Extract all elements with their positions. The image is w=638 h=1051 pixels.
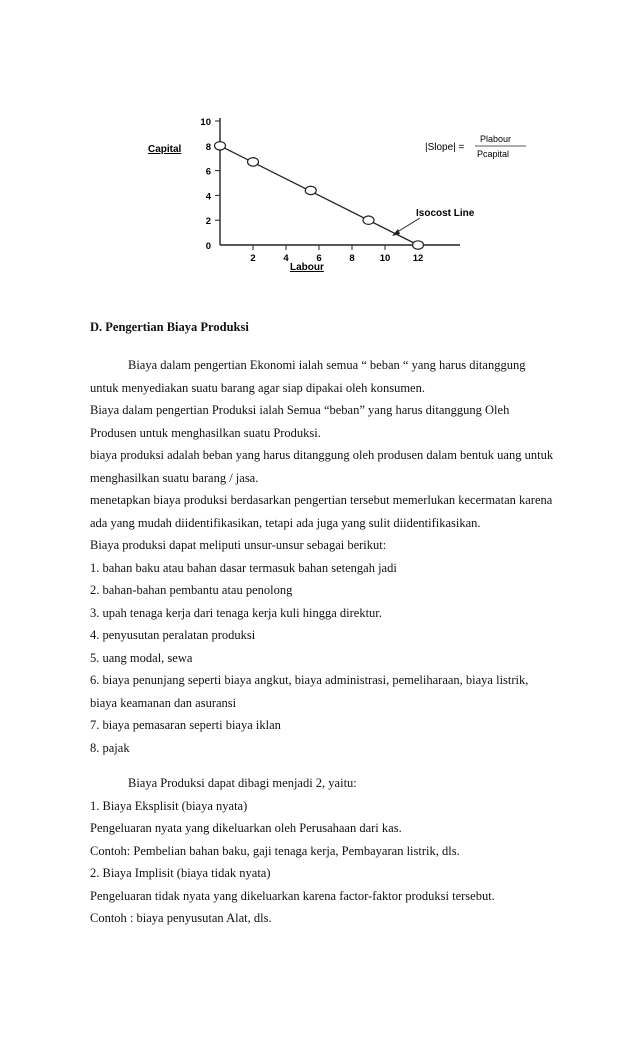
list-item: 5. uang modal, sewa	[90, 650, 193, 665]
list-item: 7. biaya pemasaran seperti biaya iklan	[90, 718, 281, 732]
isocost-point	[215, 142, 226, 150]
y-tick-label: 4	[205, 191, 211, 203]
list-item: 4. penyusutan peralatan produksi	[90, 628, 256, 642]
paragraph-line: Biaya dalam pengertian Ekonomi ialah semua “ beban “ yang harus ditanggung	[128, 358, 526, 372]
x-axis-title: Labour	[290, 262, 324, 273]
paragraph-line: Biaya Produksi dapat dibagi menjadi 2, yaitu:	[128, 776, 357, 790]
paragraph-line: Contoh: Pembelian bahan baku, gaji tenaga kerja, Pembayaran listrik, dls.	[90, 843, 460, 858]
paragraph-line: Pengeluaran tidak nyata yang dikeluarkan karena factor-faktor produksi tersebut.	[90, 888, 495, 903]
x-tick-label: 4	[283, 253, 289, 264]
isocost-point	[248, 158, 259, 166]
x-tick-label: 2	[250, 253, 256, 264]
isocost-point	[363, 216, 374, 224]
list-item: biaya keamanan dan asuransi	[90, 695, 237, 710]
list-item: 3. upah tenaga kerja dari tenaga kerja kuli hingga direktur.	[90, 605, 382, 620]
slope-formula-numerator: Plabour	[480, 134, 512, 144]
paragraph-line: Biaya dalam pengertian Produksi ialah Semua “beban” yang harus ditanggung Oleh	[90, 403, 510, 417]
paragraph-line: Produsen untuk menghasilkan suatu Produksi.	[90, 425, 321, 440]
isocost-label	[392, 208, 475, 236]
paragraph-line: Pengeluaran nyata yang dikeluarkan oleh Perusahaan dari kas.	[90, 821, 402, 835]
isocost-chart	[130, 100, 530, 280]
x-tick-label: 12	[412, 253, 424, 264]
x-tick-label: 6	[316, 253, 322, 264]
list-item: 2. Biaya Implisit (biaya tidak nyata)	[90, 866, 271, 880]
section-heading: D. Pengertian Biaya Produksi	[90, 320, 249, 334]
list-item: 8. pajak	[90, 740, 130, 755]
paragraph-line: Contoh : biaya penyusutan Alat, dls.	[90, 911, 272, 925]
list-item: 2. bahan-bahan pembantu atau penolong	[90, 583, 293, 597]
list-item: 6. biaya penunjang seperti biaya angkut, biaya administrasi, pemeliharaan, biaya listrik,	[90, 673, 529, 687]
isocost-line-label: Isocost Line	[416, 208, 475, 219]
list-item: 1. bahan baku atau bahan dasar termasuk bahan setengah jadi	[90, 560, 397, 575]
y-tick-label: 2	[205, 216, 211, 228]
slope-formula-denominator: Pcapital	[477, 149, 510, 159]
paragraph-line: menetapkan biaya produksi berdasarkan pengertian tersebut memerlukan kecermatan karena	[90, 493, 553, 507]
y-tick-label: 8	[205, 141, 211, 153]
paragraph-line: ada yang mudah diidentifikasikan, tetapi ada juga yang sulit diidentifikasikan.	[90, 515, 481, 530]
paragraph-line: untuk menyediakan suatu barang agar siap dipakai oleh konsumen.	[90, 380, 425, 395]
isocost-point	[413, 241, 424, 249]
x-tick-label: 10	[379, 253, 391, 264]
x-tick-label: 8	[349, 253, 355, 264]
paragraph-line: menghasilkan suatu barang / jasa.	[90, 470, 259, 485]
y-axis-title: Capital	[148, 144, 182, 155]
isocost-point	[305, 186, 316, 194]
slope-formula	[425, 134, 526, 159]
paragraph-line: Biaya produksi dapat meliputi unsur-unsur sebagai berikut:	[90, 538, 387, 552]
y-tick-label: 10	[200, 117, 211, 128]
y-tick-label: 0	[205, 241, 211, 252]
plot-area	[200, 117, 460, 264]
paragraph-line: biaya produksi adalah beban yang harus ditanggung oleh produsen dalam bentuk uang untuk	[90, 448, 554, 462]
slope-formula-lhs: |Slope| =	[425, 142, 465, 153]
document-body	[90, 316, 570, 930]
y-tick-label: 6	[205, 166, 211, 178]
list-item: 1. Biaya Eksplisit (biaya nyata)	[90, 798, 248, 813]
